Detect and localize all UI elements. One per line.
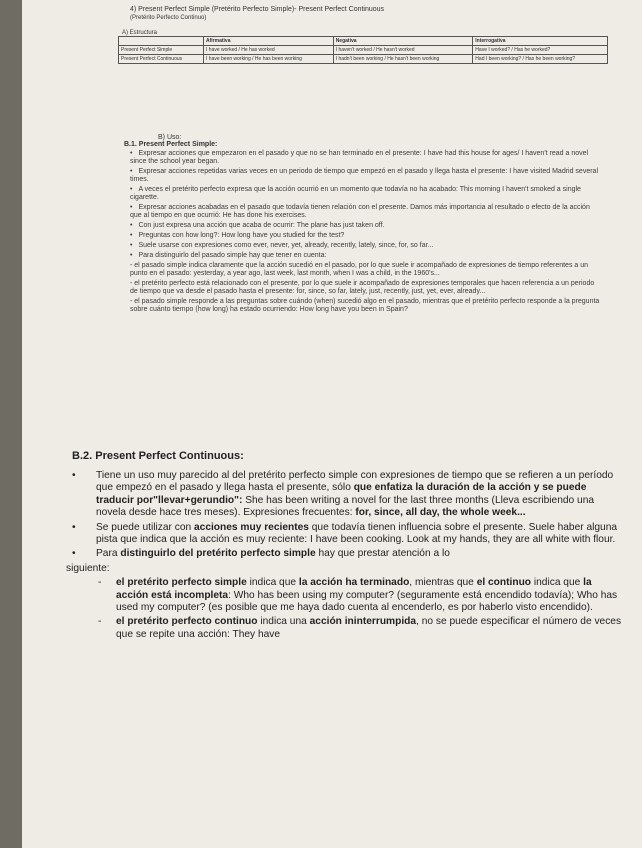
section-b-label: B) Uso: [158, 134, 182, 141]
b2-text-bold: que enfatiza la duración de la acción y se puede traducir por"llevar+gerundio": [96, 482, 587, 506]
b2-text: , mientras que [409, 577, 477, 589]
structure-table [118, 36, 608, 64]
b2-item [62, 522, 622, 547]
b1-paragraph: - el pasado simple indica claramente que la acción sucedió en el pasado, por lo que suele ir acompañado de expresiones de tiempo referentes a un punto en el pasado: yesterday, a year ago, last week, last month, when I was a child, in the 1960's... [130, 262, 589, 277]
table-cell: I hadn't been working / He hasn't been working [333, 55, 473, 64]
b2-text: : Who has been using my computer? (seguramente está encendido todavía); Who has used my computer? (es posible que me haya dado cuenta al encenderlo, es por haberlo visto encendido). [116, 589, 618, 614]
table-header-cell: Negativa [333, 37, 473, 46]
table-header-cell: Interrogativa [473, 37, 608, 46]
table-header-cell: Afirmativa [204, 37, 334, 46]
table-cell: I haven't worked / He hasn't worked [333, 46, 473, 55]
table-row [119, 46, 608, 55]
table-cell: Present Perfect Simple [119, 46, 204, 55]
b1-body [130, 150, 602, 316]
table-cell: Have I worked? / Has he worked? [473, 46, 608, 55]
b2-text-bold: acción ininterrumpida [309, 616, 417, 628]
b1-heading: B.1. Present Perfect Simple: [124, 141, 218, 148]
b2-item [62, 548, 622, 560]
b1-paragraph: - el pasado simple responde a las preguntas sobre cuándo (when) sucedió algo en el pasado, mientras que el pretérito perfecto responde a la pregunta sobre cuánto tiempo (how long) ha estado ocurriendo: How long have you been in Spain? [130, 298, 600, 313]
b1-paragraph: - el pretérito perfecto está relacionado con el presente, por lo que suele ir acompañado de expresiones temporales que hacen referencia a un periodo de tiempo que va desde el pasado hasta el presente: for, since, so far, lately, just, recently, just, yet, ever, already... [130, 280, 595, 295]
b1-paragraph: • A veces el pretérito perfecto expresa que la acción ocurrió en un momento que todavía no ha acabado: This morning I haven't smoked a single cigarette. [130, 186, 602, 202]
b2-continuation: siguiente: [66, 562, 110, 574]
heading-title: 4) Present Perfect Simple (Pretérito Perfecto Simple)- Present Perfect Continuous [130, 6, 385, 13]
heading-subtitle: (Pretérito Perfecto Continuo) [130, 15, 207, 21]
table-cell: I have worked / He has worked [204, 46, 334, 55]
b2-text: que todavía tienen influencia sobre el presente. Suele haber alguna pista que indica que la acción es muy reciente: I have been cooking. Look at my hands, they are all white with flour. [96, 521, 618, 546]
b2-text: indica que [246, 577, 299, 589]
section-a-label: A) Estructura [122, 30, 158, 36]
b2-text-bold: el continuo [476, 577, 532, 589]
table-header-row [119, 37, 608, 46]
b2-text: Tiene un uso muy parecido al del pretérito perfecto simple con expresiones de tiempo que se refieren a un período que empezó en el pasado y llega hasta el presente, sólo [96, 470, 614, 494]
b1-paragraph: • Suele usarse con expresiones como ever, never, yet, already, recently, lately, since, for, so far... [130, 242, 602, 250]
b2-item [62, 470, 622, 520]
b2-dash-item [62, 616, 622, 641]
table-cell: Present Perfect Continuous [119, 55, 204, 64]
b2-text: hay que prestar atención a lo [315, 548, 450, 560]
table-cell: Had I been working? / Has he been working? [473, 55, 608, 64]
b1-paragraph: • Expresar acciones que empezaron en el pasado y que no se han terminado en el presente: I have had this house for ages/ I haven't read a novel since the school year began. [130, 150, 602, 166]
document-page [22, 0, 642, 848]
b2-text: She has been writing a novel for the last three months (Lleva escribiendo una novela desde hace tres meses). Expresiones frecuentes: [96, 494, 595, 519]
b2-text: Se puede utilizar con [96, 521, 194, 533]
b2-text-bold: el pretérito perfecto simple [116, 577, 247, 589]
b1-paragraph: • Expresar acciones acabadas en el pasado que todavía tienen relación con el presente. Damos más importancia al resultado o efecto de la acción que al tiempo en que ocurrió: He has done his exercises. [130, 204, 602, 220]
b1-paragraph: • Con just expresa una acción que acaba de ocurrir: The plane has just taken off. [130, 222, 602, 230]
table-header-cell [119, 37, 204, 46]
b2-text: indica que [531, 577, 584, 589]
b2-text: , no se puede especificar el número de veces que se repite una acción: They have [116, 616, 622, 640]
b2-text-bold: for, since, all day, the whole week... [355, 507, 526, 519]
document-heading [130, 6, 384, 22]
b1-paragraph: • Expresar acciones repetidas varias veces en un periodo de tiempo que empezó en el pasado y llega hasta el presente: I have visited Madrid several times. [130, 168, 602, 184]
b2-text-bold: acciones muy recientes [193, 521, 309, 533]
table-cell: I have been working / He has been working [204, 55, 334, 64]
b2-text: indica una [257, 616, 310, 628]
b2-text-bold: la acción está incompleta [116, 577, 592, 601]
b1-paragraph: • Para distinguirlo del pasado simple hay que tener en cuenta: [130, 252, 602, 260]
b2-text-bold: la acción ha terminado [298, 577, 410, 589]
b2-text: Para [96, 548, 121, 560]
b2-dash-item [62, 577, 622, 614]
table-row [119, 55, 608, 64]
b2-text-bold: el pretérito perfecto continuo [116, 616, 258, 628]
b2-body [62, 470, 622, 643]
b1-paragraph: • Preguntas con how long?: How long have you studied for the test? [130, 232, 602, 240]
b2-heading: B.2. Present Perfect Continuous: [72, 450, 244, 462]
b2-text-bold: distinguirlo del pretérito perfecto simple [120, 548, 316, 560]
